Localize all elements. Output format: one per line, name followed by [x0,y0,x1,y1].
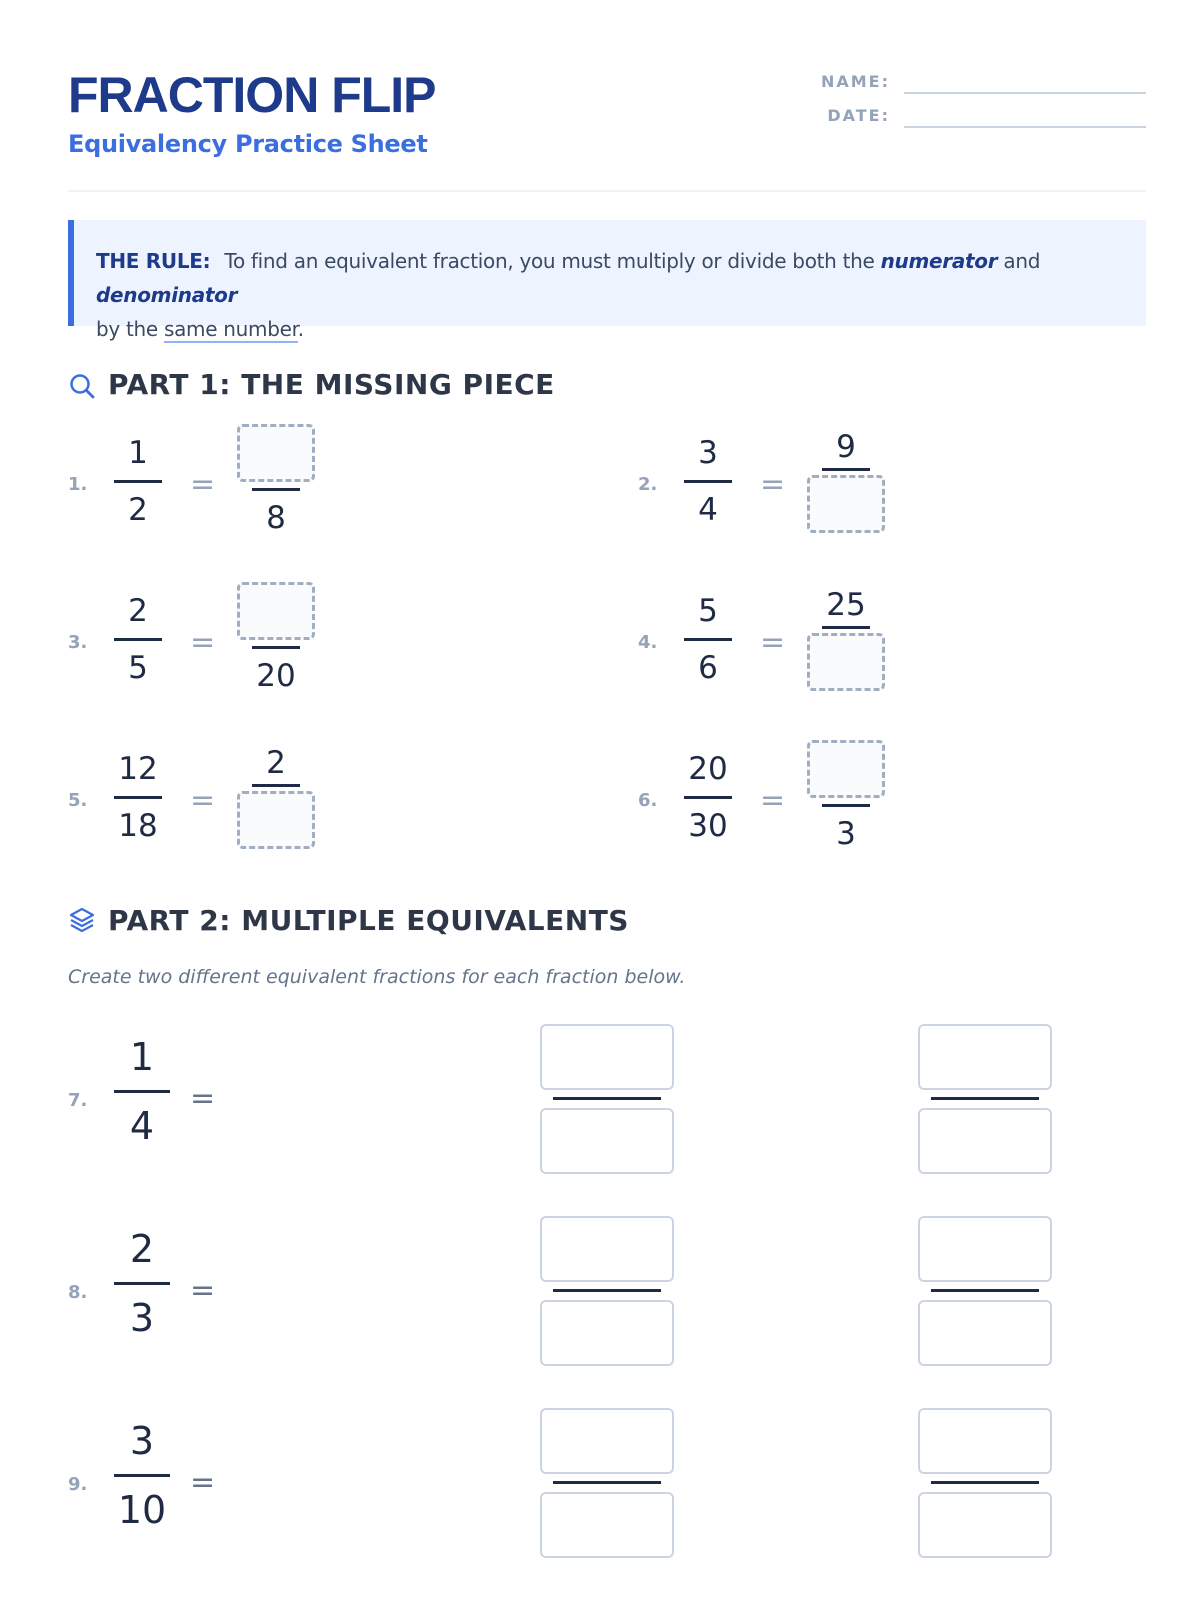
layers-icon [68,906,96,934]
denominator: 10 [117,1488,167,1532]
denominator: 2 [128,492,148,528]
denominator: 4 [129,1104,155,1148]
given-fraction [110,1420,174,1531]
fraction-bar [553,1289,661,1292]
missing-denominator-box[interactable] [237,791,315,849]
given-fraction [114,594,162,685]
fraction-bar [931,1289,1039,1292]
denominator: 18 [118,808,158,844]
fraction-bar [822,626,870,629]
denominator: 3 [129,1296,155,1340]
rule-numerator: numerator [880,249,998,273]
equals-sign: = [190,1465,216,1500]
denominator: 6 [698,650,718,686]
search-icon [68,372,96,400]
part2-title: PART 2: MULTIPLE EQUIVALENTS [108,904,629,937]
given-fraction [684,752,732,843]
rule-period: . [297,317,304,341]
missing-denominator-box[interactable] [807,633,885,691]
equals-sign: = [760,625,786,660]
rule-same-number: same number [163,317,298,341]
answer-b-denominator-box[interactable] [918,1108,1052,1174]
numerator: 2 [129,1227,155,1271]
denominator: 30 [688,808,728,844]
answer-fraction [806,740,886,851]
numerator: 12 [118,751,158,787]
answer-a-denominator-box[interactable] [540,1300,674,1366]
numerator: 2 [266,745,286,781]
answer-a-numerator-box[interactable] [540,1216,674,1282]
answer-b-denominator-box[interactable] [918,1492,1052,1558]
given-fraction [114,436,162,527]
rule-and: and [1003,249,1041,273]
fraction-bar [553,1097,661,1100]
date-field[interactable] [904,126,1146,128]
given-fraction [114,1228,170,1339]
header-divider [68,190,1146,192]
fraction-bar [553,1481,661,1484]
rule-callout [68,220,1146,341]
numerator: 25 [826,587,866,623]
answer-b-denominator-box[interactable] [918,1300,1052,1366]
answer-b-numerator-box[interactable] [918,1216,1052,1282]
equals-sign: = [190,783,216,818]
rule-denominator: denominator [96,283,238,307]
given-fraction [684,436,732,527]
rule-text-1: To find an equivalent fraction, you must multiply or divide both the [224,249,875,273]
rule-label: THE RULE: [96,249,211,273]
problem-number: 1. [68,474,88,495]
fraction-bar [114,480,162,483]
part1-title: PART 1: THE MISSING PIECE [108,368,555,401]
equals-sign: = [190,467,216,502]
fraction-bar [931,1097,1039,1100]
fraction-bar [822,468,870,471]
fraction-bar [252,646,300,649]
problem-number: 8. [68,1282,88,1303]
problem-number: 7. [68,1090,88,1111]
fraction-bar [684,796,732,799]
denominator: 4 [698,492,718,528]
denominator: 3 [836,816,856,852]
denominator: 8 [266,500,286,536]
fraction-bar [252,488,300,491]
part2-instructions: Create two different equivalent fractions for each fraction below. [68,966,686,988]
page-subtitle: Equivalency Practice Sheet [68,130,428,158]
answer-fraction [806,430,886,533]
answer-fraction [806,588,886,691]
problem-number: 5. [68,790,88,811]
answer-b-numerator-box[interactable] [918,1408,1052,1474]
name-label: NAME: [820,72,890,91]
answer-fraction [236,746,316,849]
numerator: 3 [698,435,718,471]
missing-numerator-box[interactable] [237,424,315,482]
numerator: 20 [688,751,728,787]
fraction-bar [114,638,162,641]
problem-number: 9. [68,1474,88,1495]
equals-sign: = [760,783,786,818]
given-fraction [684,594,732,685]
fraction-bar [114,1474,170,1477]
fraction-bar [684,480,732,483]
answer-a-denominator-box[interactable] [540,1108,674,1174]
fraction-bar [822,804,870,807]
problem-number: 3. [68,632,88,653]
rule-text-2: by the [96,317,158,341]
given-fraction [114,1036,170,1147]
equals-sign: = [760,467,786,502]
fraction-bar [114,1282,170,1285]
denominator: 5 [128,650,148,686]
missing-numerator-box[interactable] [237,582,315,640]
fraction-bar [931,1481,1039,1484]
fraction-bar [252,784,300,787]
problem-number: 6. [638,790,658,811]
answer-fraction [236,582,316,693]
equals-sign: = [190,1273,216,1308]
numerator: 2 [128,593,148,629]
name-field[interactable] [904,92,1146,94]
given-fraction [114,752,162,843]
numerator: 5 [698,593,718,629]
fraction-bar [114,796,162,799]
problem-number: 2. [638,474,658,495]
equals-sign: = [190,1081,216,1116]
missing-denominator-box[interactable] [807,475,885,533]
page-title: FRACTION FLIP [68,67,436,123]
answer-b-numerator-box[interactable] [918,1024,1052,1090]
denominator: 20 [256,658,296,694]
answer-a-denominator-box[interactable] [540,1492,674,1558]
date-label: DATE: [827,106,890,125]
numerator: 3 [129,1419,155,1463]
equals-sign: = [190,625,216,660]
fraction-bar [684,638,732,641]
problem-number: 4. [638,632,658,653]
fraction-bar [114,1090,170,1093]
answer-a-numerator-box[interactable] [540,1408,674,1474]
answer-fraction [236,424,316,535]
missing-numerator-box[interactable] [807,740,885,798]
numerator: 9 [836,429,856,465]
answer-a-numerator-box[interactable] [540,1024,674,1090]
numerator: 1 [129,1035,155,1079]
numerator: 1 [128,435,148,471]
